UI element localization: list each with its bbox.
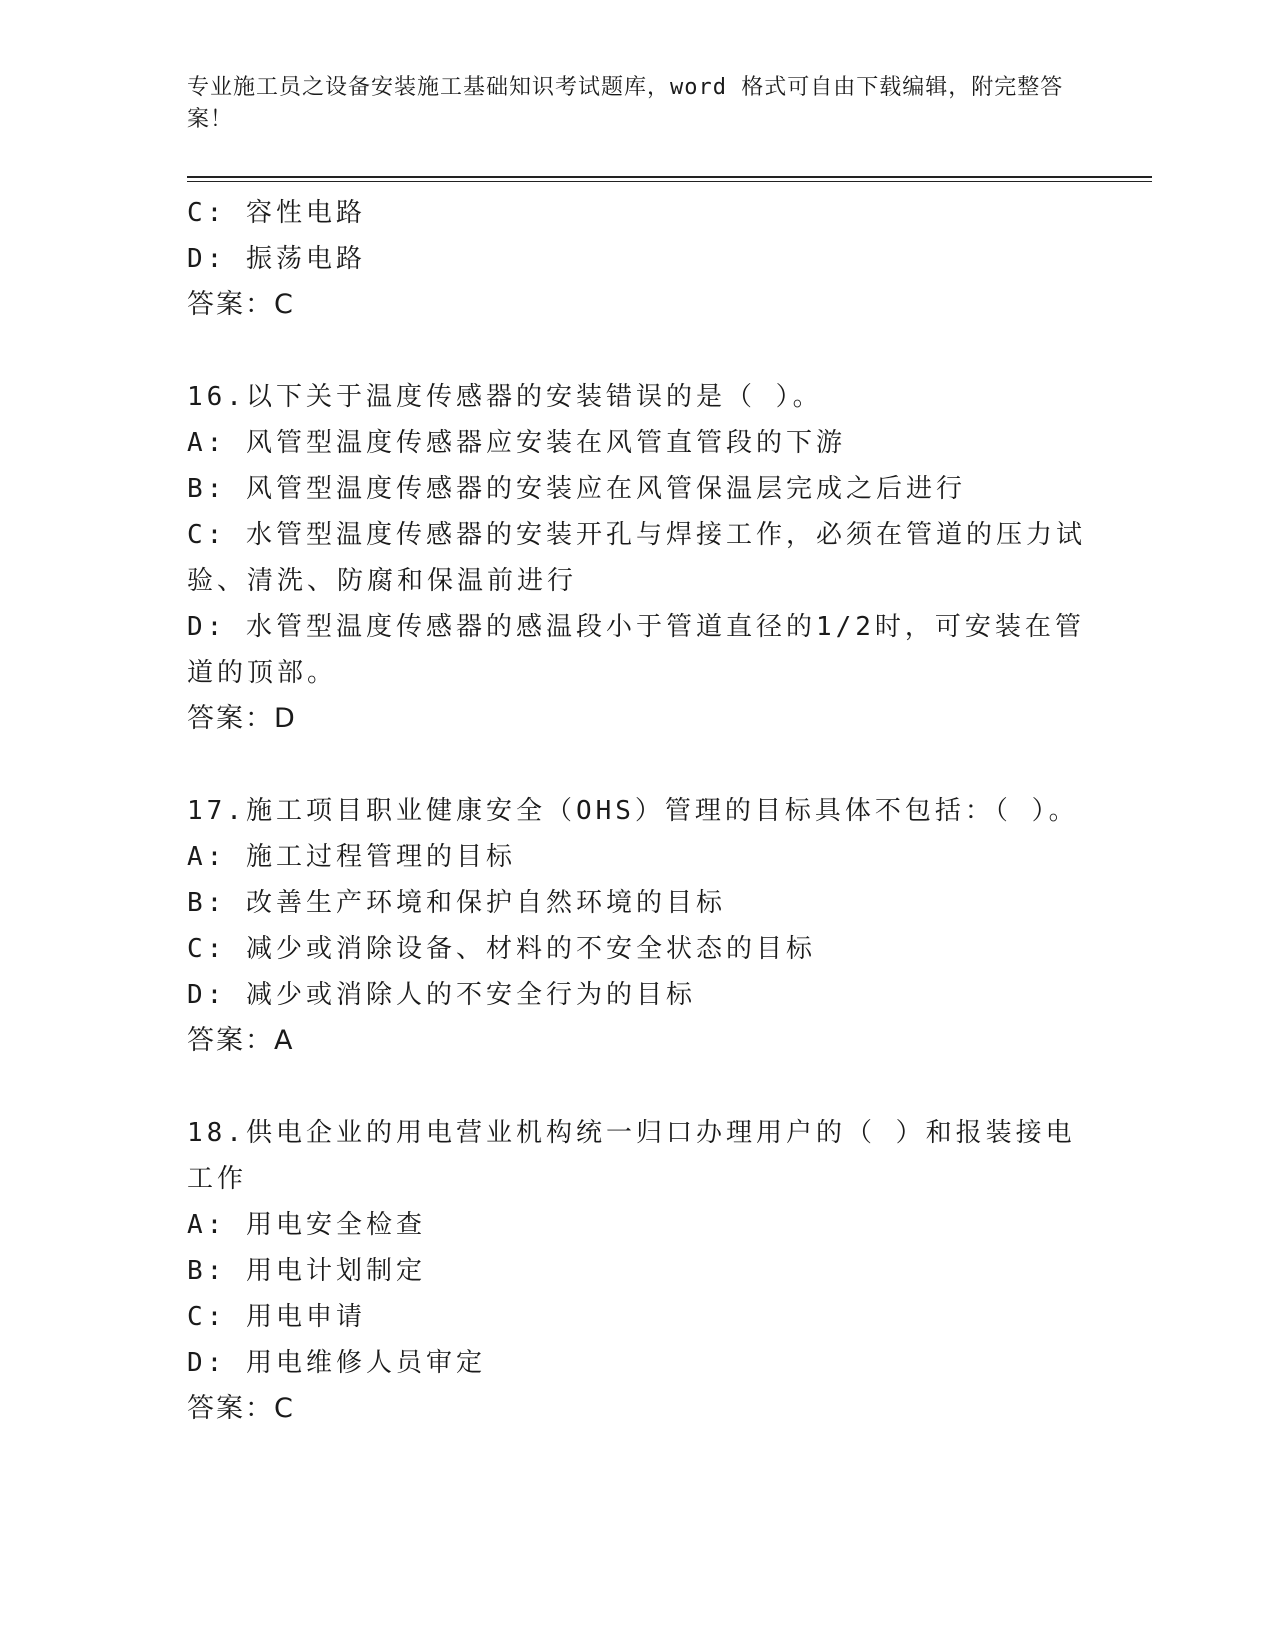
option-d: D: 用电维修人员审定 bbox=[187, 1348, 486, 1378]
answer-line: 答案：C bbox=[187, 289, 295, 320]
question-stem: 17.施工项目职业健康安全（OHS）管理的目标具体不包括：（ ）。 bbox=[187, 796, 1079, 826]
option-c: C: 减少或消除设备、材料的不安全状态的目标 bbox=[187, 934, 816, 964]
question-17 bbox=[187, 788, 1087, 1064]
spacer bbox=[187, 742, 1087, 788]
header-divider bbox=[187, 176, 1152, 178]
document-header: 专业施工员之设备安装施工基础知识考试题库，word 格式可自由下载编辑，附完整答案！ bbox=[187, 75, 1064, 132]
question-16 bbox=[187, 374, 1087, 742]
option-d: D: 减少或消除人的不安全行为的目标 bbox=[187, 980, 696, 1010]
option-b: B: 改善生产环境和保护自然环境的目标 bbox=[187, 888, 726, 918]
question-list bbox=[187, 190, 1087, 1432]
option-c: C: 用电申请 bbox=[187, 1302, 366, 1332]
answer-line: 答案：A bbox=[187, 1025, 295, 1056]
header-divider-thin bbox=[187, 181, 1152, 182]
spacer bbox=[187, 328, 1087, 374]
option-d: D: 振荡电路 bbox=[187, 244, 366, 274]
question-18 bbox=[187, 1110, 1087, 1432]
question-stem: 18.供电企业的用电营业机构统一归口办理用户的（ ）和报装接电工作 bbox=[187, 1118, 1076, 1194]
answer-line: 答案：C bbox=[187, 1393, 295, 1424]
answer-line: 答案：D bbox=[187, 703, 297, 734]
option-c: C: 容性电路 bbox=[187, 198, 366, 228]
option-c: C: 水管型温度传感器的安装开孔与焊接工作，必须在管道的压力试验、清洗、防腐和保温前进行 bbox=[187, 520, 1086, 596]
option-a: A: 施工过程管理的目标 bbox=[187, 842, 516, 872]
option-d: D: 水管型温度传感器的感温段小于管道直径的1/2时，可安装在管道的顶部。 bbox=[187, 612, 1085, 688]
option-a: A: 用电安全检查 bbox=[187, 1210, 426, 1240]
option-a: A: 风管型温度传感器应安装在风管直管段的下游 bbox=[187, 428, 846, 458]
spacer bbox=[187, 1064, 1087, 1110]
question-stem: 16.以下关于温度传感器的安装错误的是（ ）。 bbox=[187, 382, 823, 412]
option-b: B: 风管型温度传感器的安装应在风管保温层完成之后进行 bbox=[187, 474, 966, 504]
option-b: B: 用电计划制定 bbox=[187, 1256, 426, 1286]
